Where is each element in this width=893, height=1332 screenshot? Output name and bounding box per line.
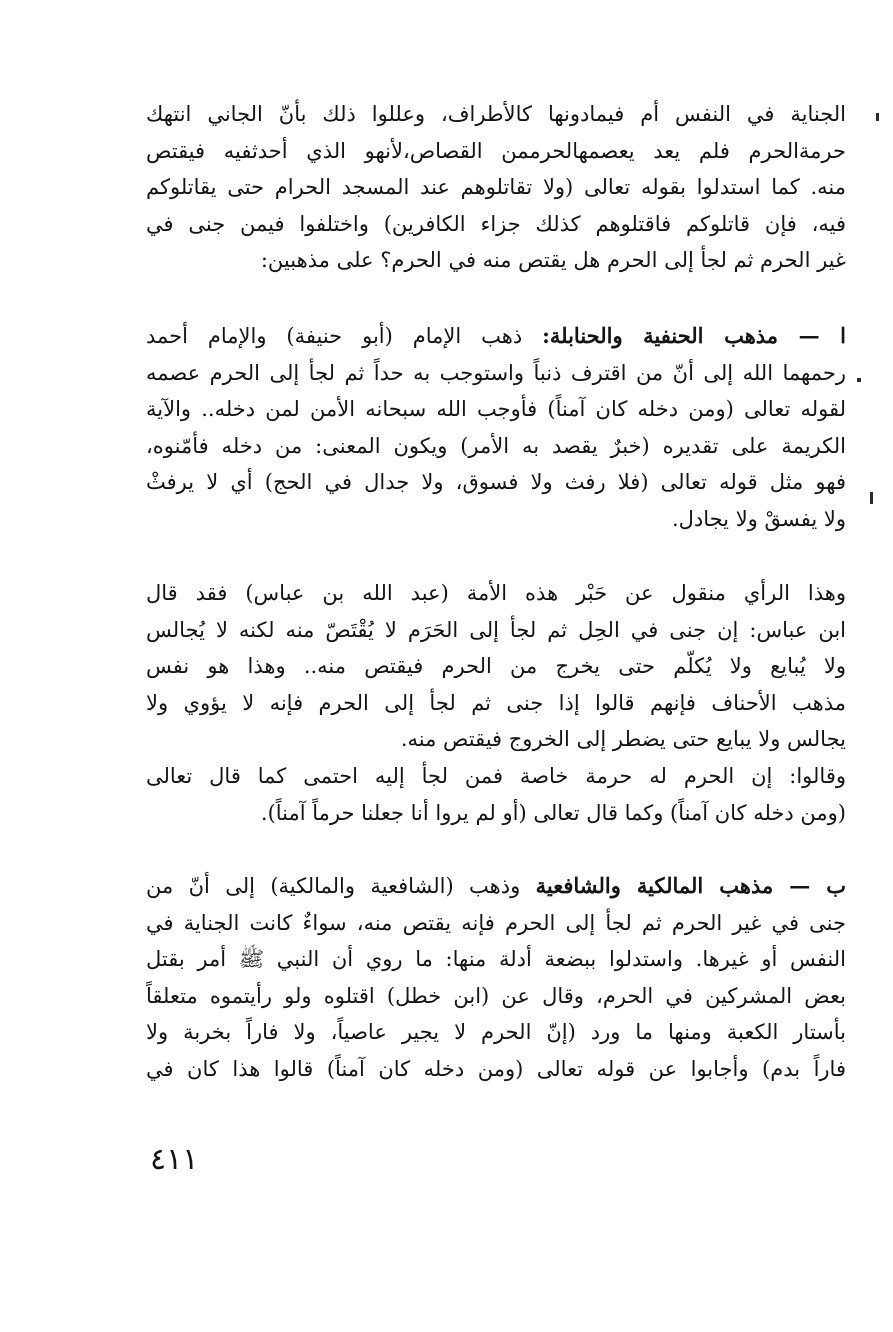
text-line: مذهب الأحناف فإنهم قالوا إذا جنى ثم لجأ إلى الحرم فإنه لا يؤوي ولا (146, 690, 846, 715)
paragraph-ibn-abbas (146, 575, 846, 831)
text-line: رحمهما الله إلى أنّ من اقترف ذنباً واستوجب به حداً ثم لجأ إلى الحرم عصمه (146, 360, 846, 385)
text-line: (ومن دخله كان آمناً) وكما قال تعالى (أو لم يروا أنا جعلنا حرماً آمناً). (260, 800, 846, 825)
text-line: وقالوا: إن الحرم له حرمة خاصة فمن لجأ إليه احتمى كما قال تعالى (146, 763, 846, 788)
text-line: الكريمة على تقديره (خبرٌ يقصد به الأمر) ويكون المعنى: من دخله فأمّنوه، (146, 433, 846, 458)
text-line: ولا يُبايع ولا يُكلّم حتى يخرج من الحرم فيقتص منه.. وهذا هو نفس (146, 654, 846, 679)
section-heading-hanafi-hanbali: ا — مذهب الحنفية والحنابلة: (542, 323, 846, 348)
text-line: الجناية في النفس أم فيمادونها كالأطراف، وعللوا ذلك بأنّ الجاني انتهك (146, 102, 846, 126)
paragraph-hanafi-hanbali (146, 318, 846, 538)
text-line: ابن عباس: إن جنى في الحِل ثم لجأ إلى الحَرَم لا يُقْتَصّ منه لكنه لا يُجالس (146, 617, 846, 642)
text-line: وهذا الرأي منقول عن حَبْر هذه الأمة (عبد الله بن عباس) فقد قال (146, 581, 846, 605)
text-line (146, 318, 846, 355)
page-number: ٤١١ (150, 1142, 199, 1177)
text-line: ولا يفسقْ ولا يجادل. (671, 506, 846, 531)
text-line (146, 868, 846, 905)
text-line: منه. كما استدلوا بقوله تعالى (ولا تقاتلوهم عند المسجد الحرام حتى يقاتلوكم (146, 175, 846, 200)
section-heading-maliki-shafii: ب — مذهب المالكية والشافعية (535, 873, 846, 898)
paragraph-continuation (146, 96, 846, 279)
text-line: لقوله تعالى (ومن دخله كان آمناً) فأوجب الله سبحانه الأمن لمن دخله.. والآية (146, 397, 846, 422)
paragraph-maliki-shafii (146, 868, 846, 1088)
text-line: جنى في غير الحرم ثم لجأ إلى الحرم فإنه يقتص منه، سواءٌ كانت الجناية في (146, 910, 846, 935)
text-line: بعض المشركين في الحرم، وقال عن (ابن خطل) اقتلوه ولو رأيتموه متعلقاً (146, 983, 846, 1008)
text-line: فهو مثل قوله تعالى (فلا رفث ولا فسوق، ولا جدال في الحج) أي لا يرفثْ (146, 470, 846, 495)
text-line: فاراً بدم) وأجابوا عن قوله تعالى (ومن دخله كان آمناً) قالوا هذا كان في (146, 1056, 846, 1081)
text-line: بأستار الكعبة ومنها ما ورد (إنّ الحرم لا يجير عاصياً، ولا فاراً بخربة ولا (146, 1020, 846, 1045)
text-line: حرمةالحرم فلم يعد يعصمهالحرممن القصاص،لأنهو الذي أحدثفيه فيقتص (146, 138, 846, 163)
text-line: النفس أو غيرها. واستدلوا ببضعة أدلة منها: ما روي أن النبي ﷺ أمر بقتل (146, 947, 846, 972)
text-line: غير الحرم ثم لجأ إلى الحرم هل يقتص منه في الحرم؟ على مذهبين: (260, 248, 846, 273)
text-line: يجالس ولا يبايع حتى يضطر إلى الخروج فيقتص منه. (400, 727, 846, 752)
text-fragment: ذهب الإمام (أبو حنيفة) والإمام أحمد (146, 324, 523, 348)
margin-mark (857, 378, 861, 382)
text-line: فيه، فإن قاتلوكم فاقتلوهم كذلك جزاء الكافرين) واختلفوا فيمن جنى في (146, 211, 846, 236)
margin-mark (870, 492, 873, 504)
margin-mark (876, 113, 879, 121)
text-fragment: وذهب (الشافعية والمالكية) إلى أنّ من (146, 874, 521, 898)
